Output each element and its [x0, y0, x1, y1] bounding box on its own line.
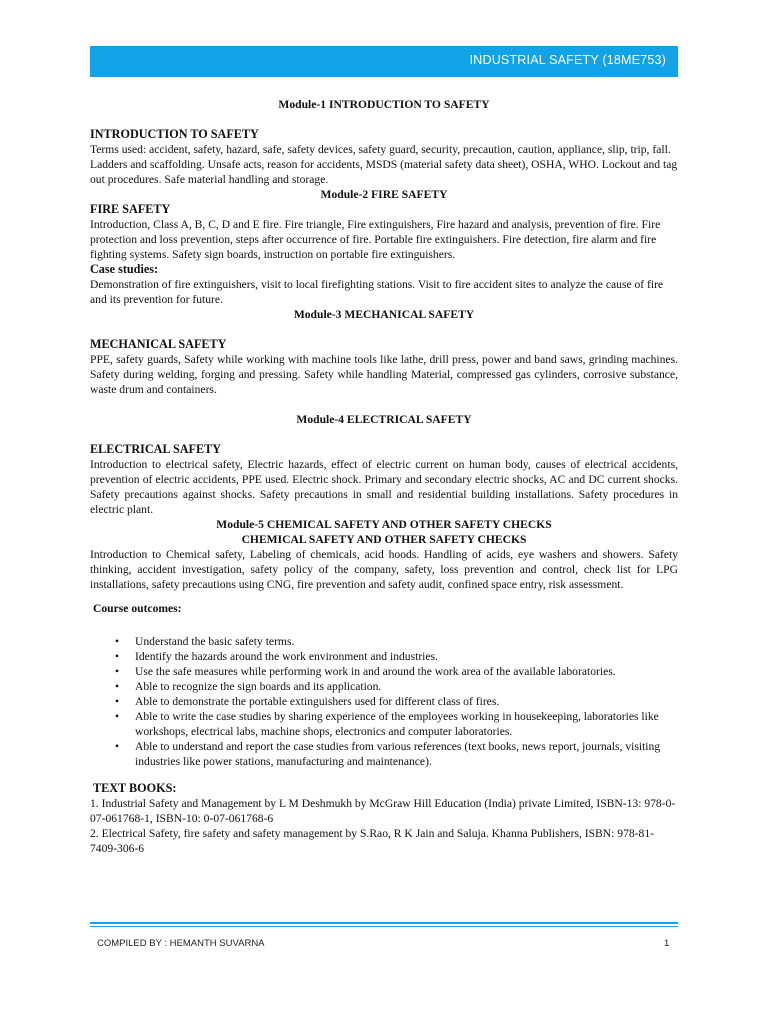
module-2-body: Introduction, Class A, B, C, D and E fire. Fire triangle, Fire extinguishers, Fire hazard and analysis, prevention of fire. Fire protection and loss prevention, steps after occurrence of fire. Portable fire extinguishers. Fire detection, fire alarm and fire fighting systems. Safety sign boards, instruction on portable fire extinguishers.: [90, 218, 661, 261]
list-item: • Able to demonstrate the portable extinguishers used for different class of fires.: [115, 695, 500, 708]
module-3-title: MECHANICAL SAFETY: [90, 337, 227, 351]
bullet-icon: •: [115, 680, 120, 693]
module-4-title: ELECTRICAL SAFETY: [90, 442, 222, 456]
bullet-icon: •: [115, 650, 120, 663]
module-2-title: FIRE SAFETY: [90, 202, 171, 216]
module-1-title: INTRODUCTION TO SAFETY: [90, 127, 259, 141]
course-outcomes-list: [90, 634, 678, 769]
course-outcomes-title: Course outcomes:: [93, 602, 182, 615]
header-title: INDUSTRIAL SAFETY (18ME753): [469, 53, 666, 67]
footer-divider: [90, 922, 678, 924]
footer-compiled-by: COMPILED BY : HEMANTH SUVARNA: [97, 938, 265, 949]
bullet-icon: •: [115, 710, 120, 723]
header-bar: [90, 46, 678, 77]
module-3-body: PPE, safety guards, Safety while working with machine tools like lathe, drill press, power and band saws, grinding machines. Safety during welding, forging and pressing. Safety while handling Material, compressed gas cylinders, corrosive substance, waste drum and containers.: [90, 353, 678, 396]
text-book-2: 2. Electrical Safety, fire safety and safety management by S.Rao, R K Jain and Saluja. Khanna Publishers, ISBN: 978-81-7409-306-6: [90, 827, 654, 855]
list-item: • Use the safe measures while performing work in and around the work area of the available laboratories.: [115, 665, 616, 678]
module-3-heading: Module-3 MECHANICAL SAFETY: [293, 308, 475, 321]
document-content: [90, 97, 678, 856]
module-5-title: CHEMICAL SAFETY AND OTHER SAFETY CHECKS: [241, 533, 527, 546]
footer-divider-thin: [90, 926, 678, 927]
bullet-icon: •: [115, 695, 120, 708]
bullet-icon: •: [115, 635, 120, 648]
case-studies-body: Demonstration of fire extinguishers, visit to local firefighting stations. Visit to fire accident sites to analyze the cause of fire and its prevention for future.: [90, 278, 664, 306]
list-item: • Able to understand and report the case studies from various references (text books, news report, journals, visiting industries like power stations, manufacturing and maintenance).: [115, 740, 661, 768]
module-4-heading: Module-4 ELECTRICAL SAFETY: [296, 413, 472, 426]
list-item: • Able to recognize the sign boards and its application.: [115, 680, 382, 693]
list-item: • Able to write the case studies by sharing experience of the employees working in housekeeping, laboratories like workshops, electrical labs, machine shops, electronics and computer laboratories.: [115, 710, 659, 738]
bullet-icon: •: [115, 665, 120, 678]
module-5-body: Introduction to Chemical safety, Labeling of chemicals, acid hoods. Handling of acids, eye washers and showers. Safety thinking, accident investigation, safety policy of the company, safety, loss prevention and control, check list for LPG installations, safety precautions using CNG, fire prevention and safety audit, confined space entry, risk assessment.: [90, 548, 678, 591]
text-book-1: 1. Industrial Safety and Management by L M Deshmukh by McGraw Hill Education (India) private Limited, ISBN-13: 978-0-07-061768-1, ISBN-10: 0-07-061768-6: [90, 797, 676, 825]
case-studies-title: Case studies:: [90, 262, 159, 276]
bullet-icon: •: [115, 740, 120, 753]
module-5-heading: Module-5 CHEMICAL SAFETY AND OTHER SAFETY CHECKS: [216, 518, 552, 531]
list-item: • Understand the basic safety terms.: [115, 635, 295, 648]
page-number: 1: [664, 938, 670, 949]
list-item: • Identify the hazards around the work environment and industries.: [115, 650, 438, 663]
module-2-heading: Module-2 FIRE SAFETY: [320, 188, 448, 201]
module-1-heading: Module-1 INTRODUCTION TO SAFETY: [278, 98, 490, 111]
module-1-body: Terms used: accident, safety, hazard, safe, safety devices, safety guard, security, precaution, caution, appliance, slip, trip, fall. Ladders and scaffolding. Unsafe acts, reason for accidents, MSDS (material safety data sheet), OSHA, WHO. Lockout and tag out procedures. Safe material handling and storage.: [90, 143, 678, 186]
text-books-title: TEXT BOOKS:: [93, 781, 177, 795]
module-4-body: Introduction to electrical safety, Electric hazards, effect of electric current on human body, causes of electrical accidents, prevention of electric accidents, PPE used. Electric shock. Primary and secondary electric shocks, AC and DC current shocks. Safety precautions against shocks. Safety precautions in small and residential building installations. Safety procedures in electric plant.: [90, 458, 678, 516]
